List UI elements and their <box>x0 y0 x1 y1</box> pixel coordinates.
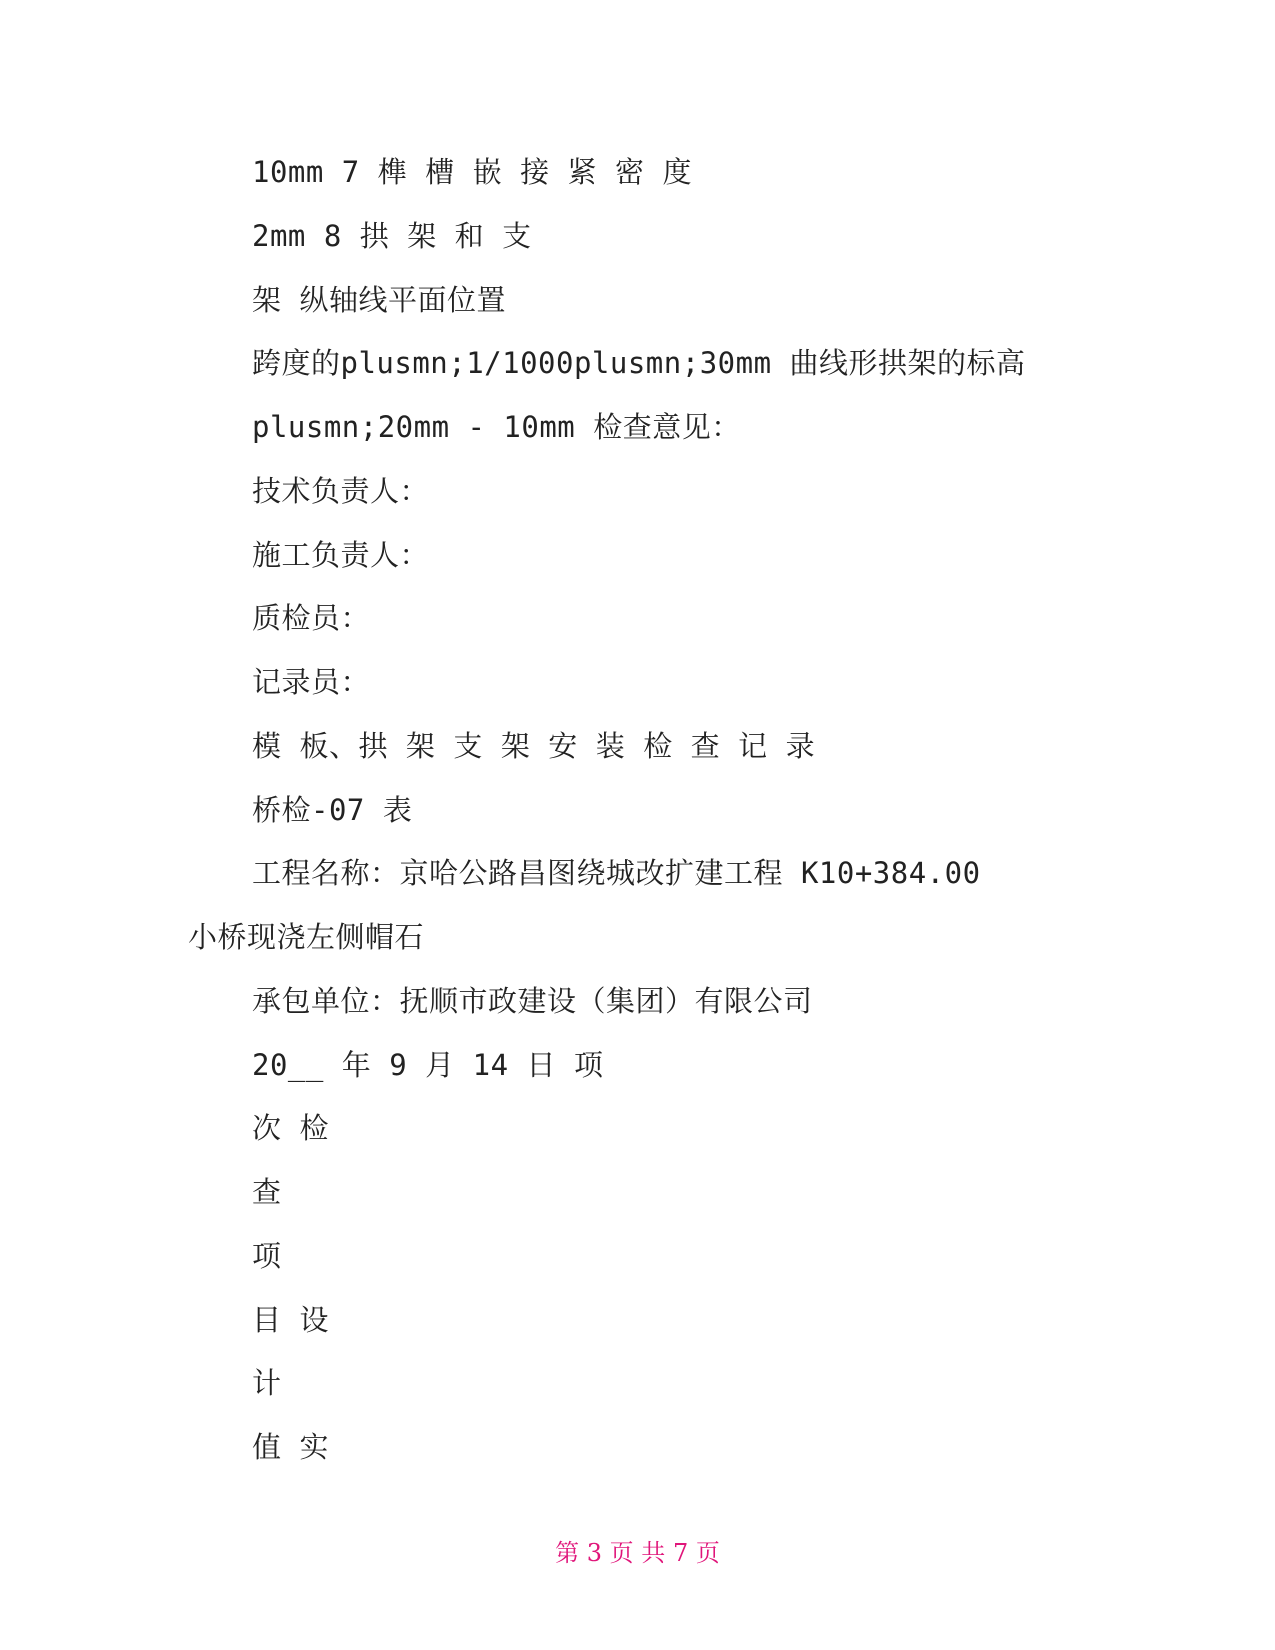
text-line: 计 <box>252 1366 282 1400</box>
text-line: 架 纵轴线平面位置 <box>252 283 506 317</box>
text-line: 模 板、拱 架 支 架 安 装 检 查 记 录 <box>252 729 816 763</box>
text-line: plusmn;20mm - 10mm 检查意见： <box>252 410 741 444</box>
text-line: 值 实 <box>252 1430 329 1464</box>
text-line: 承包单位：抚顺市政建设（集团）有限公司 <box>252 984 813 1018</box>
page-number-footer: 第 3 页 共 7 页 <box>555 1539 720 1567</box>
text-line: 10mm 7 榫 槽 嵌 接 紧 密 度 <box>252 155 692 189</box>
text-line: 工程名称：京哈公路昌图绕城改扩建工程 K10+384.00 <box>252 856 981 890</box>
text-line: 目 设 <box>252 1303 329 1337</box>
text-line: 次 检 <box>252 1111 329 1145</box>
text-line: 查 <box>252 1175 282 1209</box>
text-line: 2mm 8 拱 架 和 支 <box>252 219 532 253</box>
text-line: 质检员： <box>252 601 371 635</box>
text-line: 桥检-07 表 <box>252 793 413 827</box>
text-line: 记录员： <box>252 665 371 699</box>
text-line: 施工负责人： <box>252 538 430 572</box>
text-line: 技术负责人： <box>252 474 430 508</box>
text-line: 项 <box>252 1239 282 1273</box>
text-line: 跨度的plusmn;1/1000plusmn;30mm 曲线形拱架的标高 <box>252 346 1026 380</box>
text-line: 20__ 年 9 月 14 日 项 <box>252 1048 604 1082</box>
text-line: 小桥现浇左侧帽石 <box>188 920 425 954</box>
